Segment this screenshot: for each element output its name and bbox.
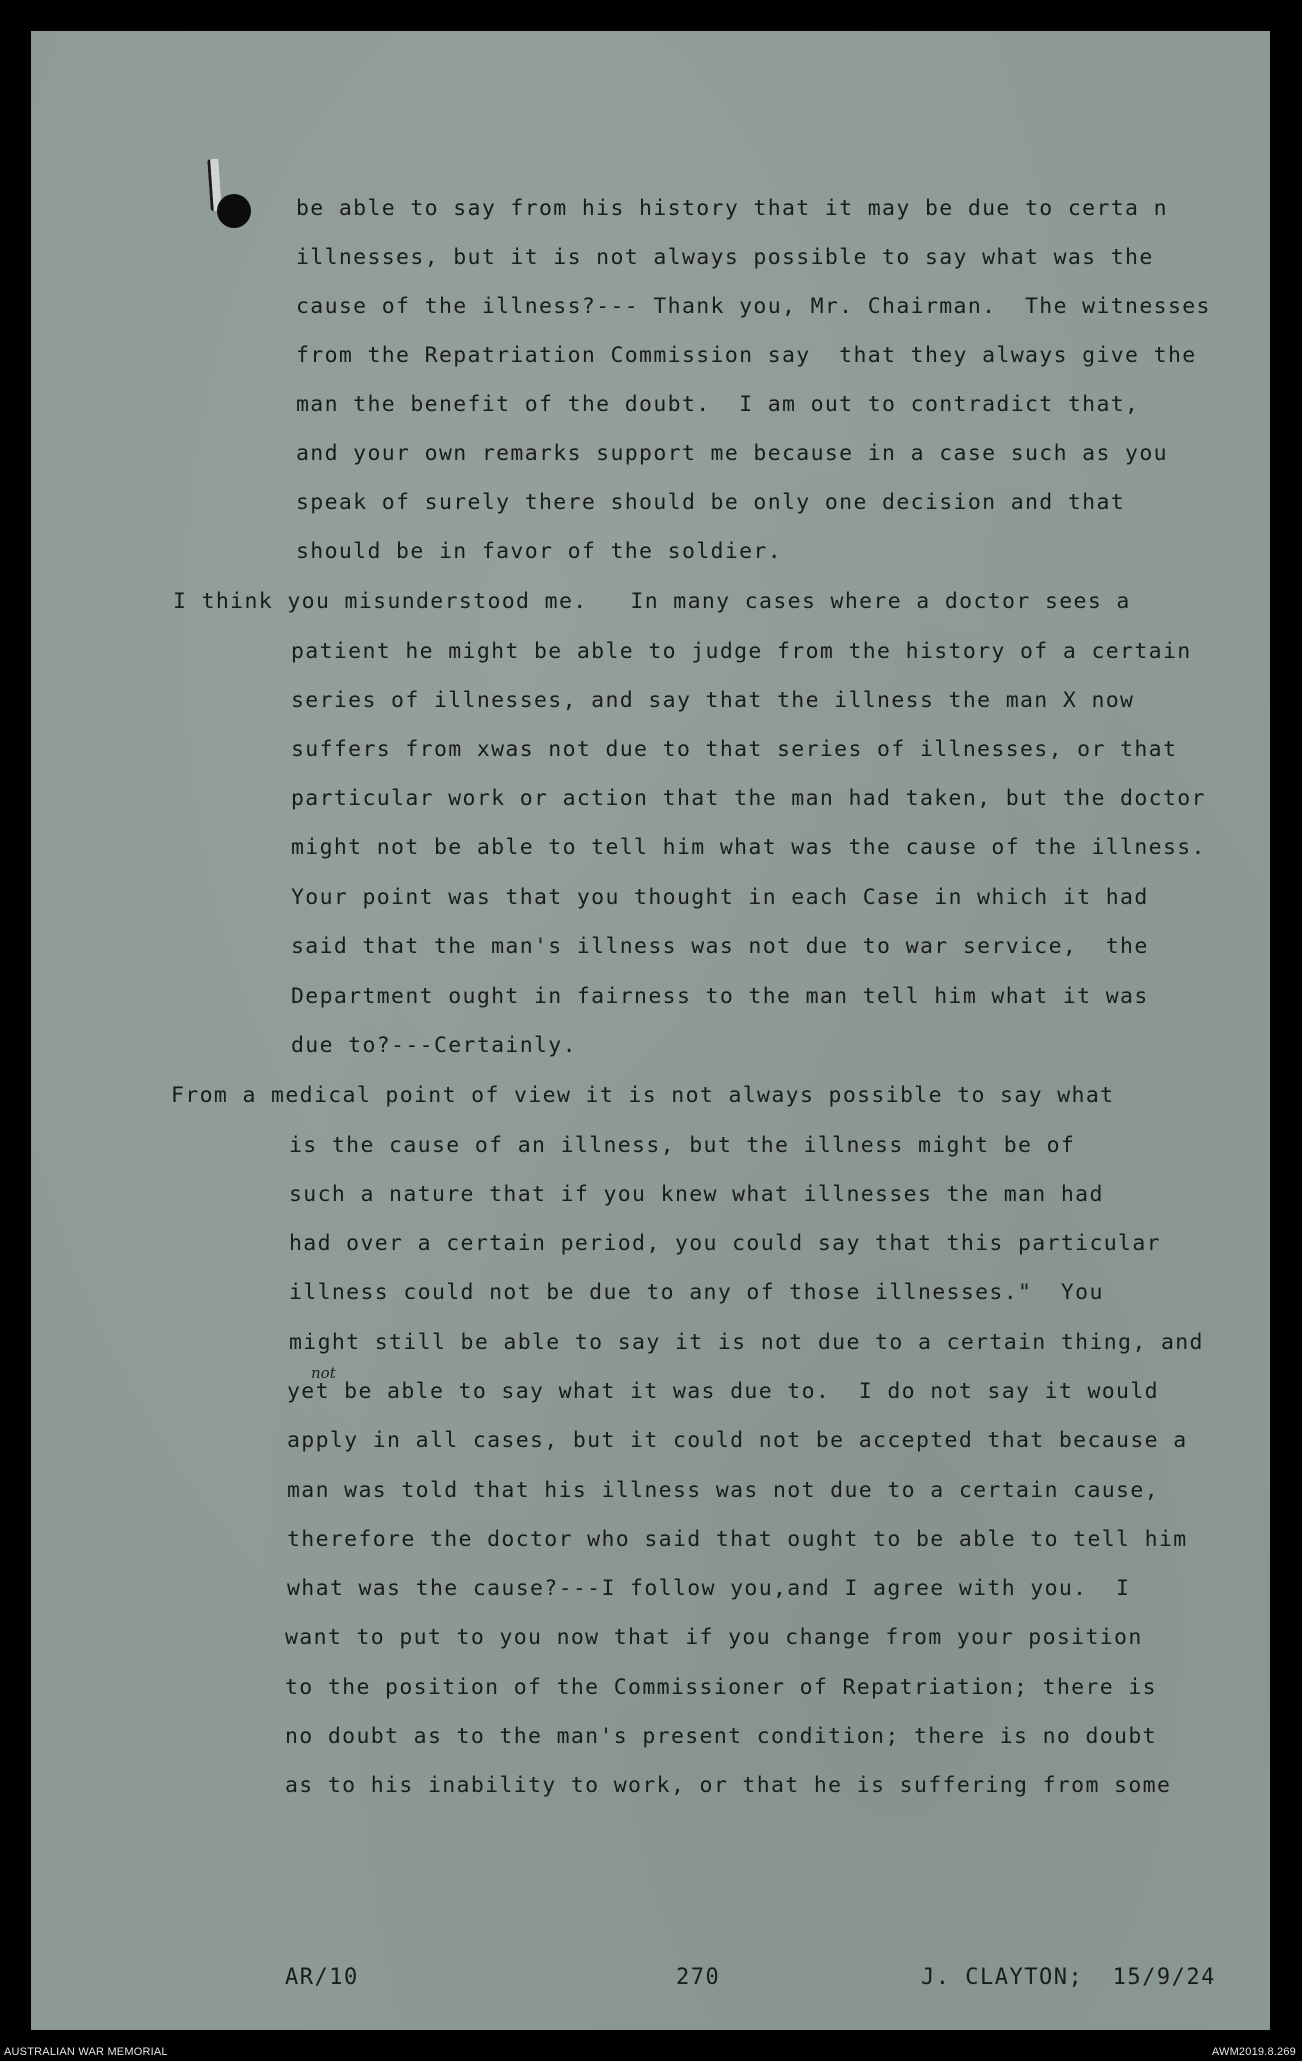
page-number: 270: [676, 1965, 721, 1990]
transcript-line: no doubt as to the man's present condition; there is no doubt: [285, 1724, 1157, 1749]
punch-hole: [217, 194, 251, 228]
transcript-line: be able to say from his history that it may be due to certa n: [296, 196, 1168, 221]
question-line: From a medical point of view it is not always possible to say what: [171, 1083, 1115, 1108]
archive-catalogue-id: AWM2019.8.269: [1211, 2046, 1296, 2058]
transcript-line: Your point was that you thought in each Case in which it had: [291, 885, 1149, 910]
transcript-line: and your own remarks support me because in a case such as you: [296, 441, 1168, 466]
transcript-line: Department ought in fairness to the man tell him what it was: [291, 984, 1149, 1009]
document-reference: AR/10: [285, 1965, 359, 1990]
transcript-line: due to?---Certainly.: [291, 1033, 577, 1058]
transcript-line: from the Repatriation Commission say that they always give the: [296, 343, 1197, 368]
transcript-line: might not be able to tell him what was the cause of the illness.: [291, 835, 1206, 860]
transcript-line: apply in all cases, but it could not be accepted that because a: [287, 1428, 1188, 1453]
transcript-line: had over a certain period, you could say that this particular: [289, 1231, 1161, 1256]
transcript-line: illness could not be due to any of those illnesses." You: [289, 1280, 1104, 1305]
transcript-line: want to put to you now that if you change from your position: [285, 1625, 1143, 1650]
transcript-line: man the benefit of the doubt. I am out to contradict that,: [296, 392, 1140, 417]
transcript-line: said that the man's illness was not due to war service, the: [291, 934, 1149, 959]
transcript-line: man was told that his illness was not due to a certain cause,: [287, 1478, 1159, 1503]
transcript-line: patient he might be able to judge from the history of a certain: [291, 639, 1192, 664]
speaker-and-date: J. CLAYTON; 15/9/24: [921, 1965, 1216, 1990]
transcript-line: yet be able to say what it was due to. I do not say it would: [287, 1379, 1159, 1404]
question-line: I think you misunderstood me. In many cases where a doctor sees a: [173, 589, 1131, 614]
transcript-line: should be in favor of the soldier.: [296, 539, 782, 564]
transcript-line: series of illnesses, and say that the illness the man X now: [291, 688, 1135, 713]
transcript-line: is the cause of an illness, but the illness might be of: [289, 1133, 1076, 1158]
document-page: [31, 31, 1270, 2030]
transcript-line: as to his inability to work, or that he is suffering from some: [285, 1773, 1172, 1798]
transcript-line: what was the cause?---I follow you,and I agree with you. I: [287, 1576, 1131, 1601]
transcript-line: illnesses, but it is not always possible to say what was the: [296, 245, 1154, 270]
transcript-line: cause of the illness?--- Thank you, Mr. Chairman. The witnesses: [296, 294, 1211, 319]
archive-institution: AUSTRALIAN WAR MEMORIAL: [4, 2046, 168, 2058]
transcript-line: such a nature that if you knew what illnesses the man had: [289, 1182, 1104, 1207]
transcript-line: might still be able to say it is not due to a certain thing, and: [289, 1330, 1204, 1355]
transcript-line: therefore the doctor who said that ought to be able to tell him: [287, 1527, 1188, 1552]
transcript-line: particular work or action that the man had taken, but the doctor: [291, 786, 1206, 811]
handwritten-insertion: not: [311, 1364, 336, 1382]
transcript-line: speak of surely there should be only one decision and that: [296, 490, 1126, 515]
transcript-line: to the position of the Commissioner of Repatriation; there is: [285, 1675, 1157, 1700]
transcript-line: suffers from xwas not due to that series of illnesses, or that: [291, 737, 1178, 762]
